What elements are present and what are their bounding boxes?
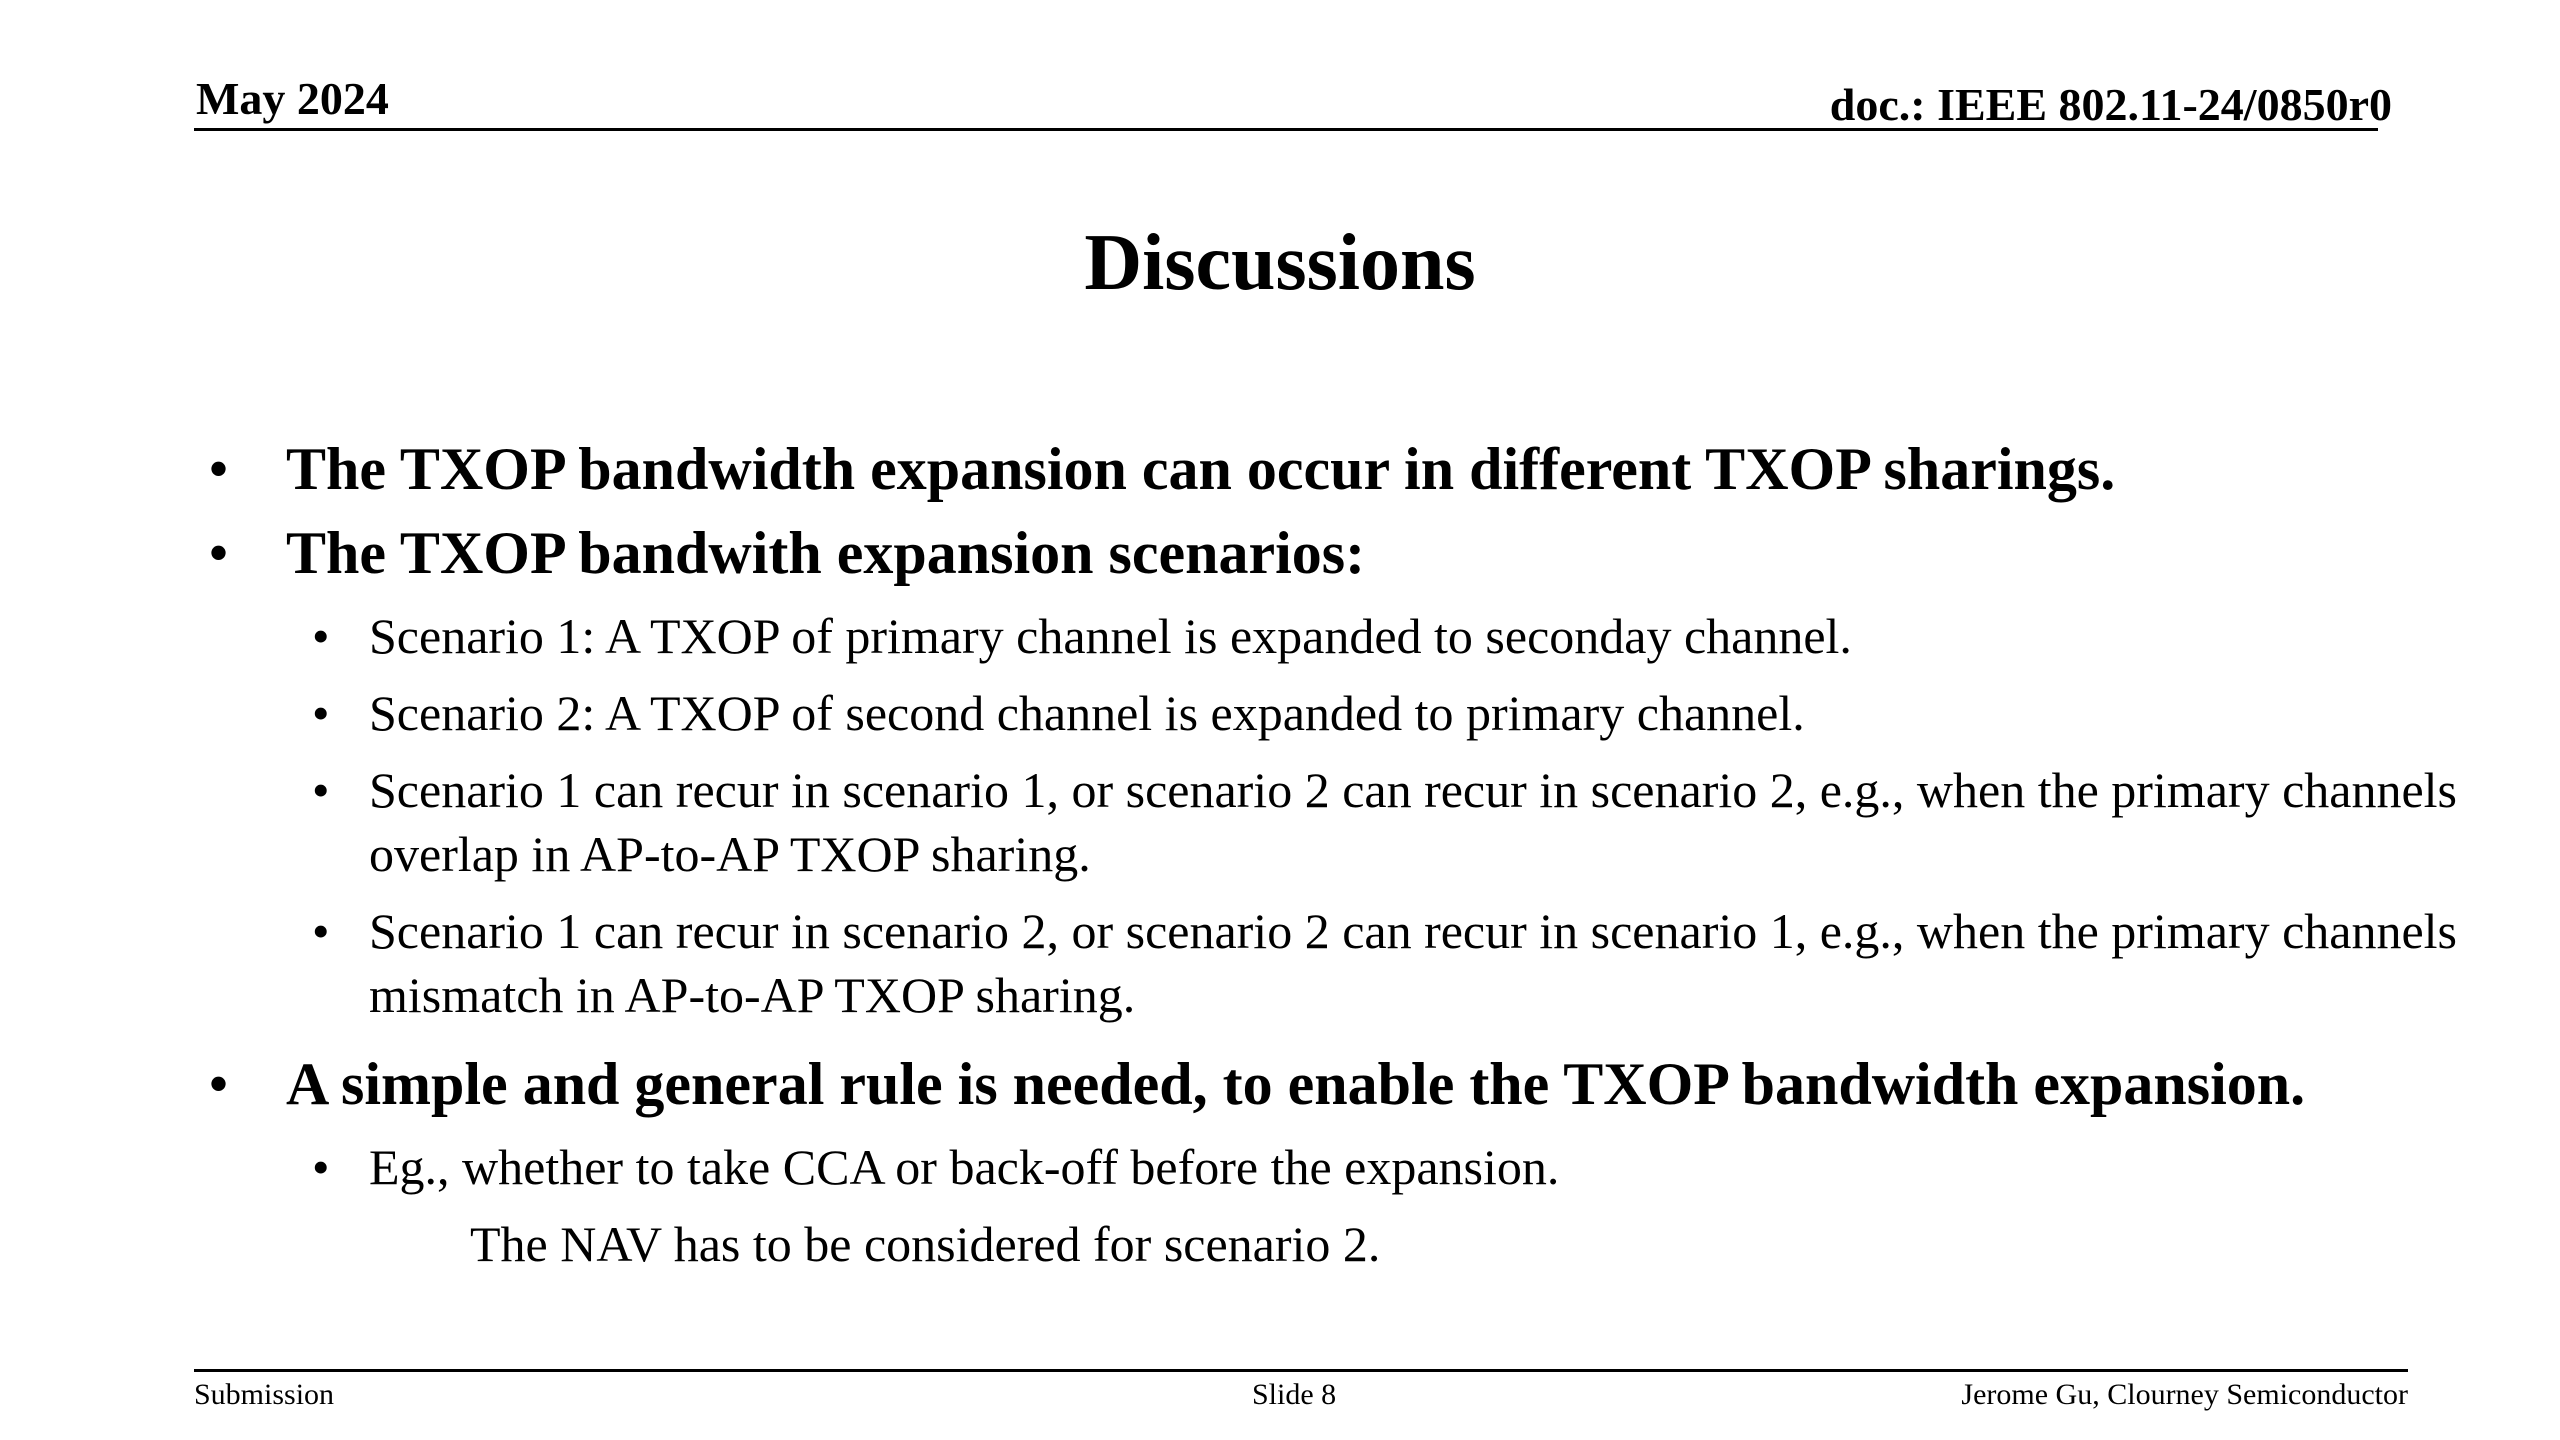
footer-author: Jerome Gu, Clourney Semiconductor xyxy=(1961,1378,2408,1411)
bullet-text: The TXOP bandwith expansion scenarios: xyxy=(286,520,1366,586)
bullet-marker: • xyxy=(208,436,230,502)
bullet-text: The TXOP bandwidth expansion can occur in different TXOP sharings. xyxy=(286,436,2116,502)
slide-number: Slide 8 xyxy=(1252,1378,1337,1411)
bullet-text: A simple and general rule is needed, to enable the TXOP bandwidth expansion. xyxy=(286,1051,2306,1117)
sub-bullet-item xyxy=(306,899,2506,1027)
footer-submission: Submission xyxy=(194,1378,335,1411)
sub-bullet-item xyxy=(306,758,2506,886)
sub-bullet-text: Scenario 1 can recur in scenario 1, or scenario 2 can recur in scenario 2, e.g., when the primary channels overlap in AP-to-AP TXOP sharing. xyxy=(369,762,2458,882)
nav-note: The NAV has to be considered for scenario 2. xyxy=(470,1216,1381,1272)
sub-bullet-text: Scenario 1 can recur in scenario 2, or scenario 2 can recur in scenario 1, e.g., when the primary channels mismatch in AP-to-AP TXOP sharing. xyxy=(369,903,2458,1023)
sub-bullet-marker: • xyxy=(312,762,330,818)
sub-bullet-marker: • xyxy=(312,903,330,959)
bullet-list xyxy=(206,436,2506,1276)
bullet-item xyxy=(206,1051,2506,1117)
sub-bullet-item xyxy=(306,1135,2506,1199)
sub-bullet-marker: • xyxy=(312,685,330,741)
bullet-marker: • xyxy=(208,520,230,586)
slide-title: Discussions xyxy=(1084,219,1476,307)
sub-bullet-text: Eg., whether to take CCA or back-off before the expansion. xyxy=(369,1139,1560,1195)
sub-bullet-text: Scenario 1: A TXOP of primary channel is expanded to seconday channel. xyxy=(369,608,1852,664)
slide-date: May 2024 xyxy=(196,73,389,124)
header-divider xyxy=(194,128,2378,131)
sub-bullet-marker: • xyxy=(312,1139,330,1195)
document-id: doc.: IEEE 802.11-24/0850r0 xyxy=(1829,79,2392,130)
footer-divider xyxy=(194,1369,2408,1372)
sub-bullet-item xyxy=(306,604,2506,668)
bullet-item xyxy=(206,436,2506,502)
bullet-item xyxy=(206,520,2506,586)
sub-bullet-item xyxy=(306,681,2506,745)
sub-bullet-marker: • xyxy=(312,608,330,664)
sub-bullet-text: Scenario 2: A TXOP of second channel is expanded to primary channel. xyxy=(369,685,1805,741)
bullet-marker: • xyxy=(208,1051,230,1117)
